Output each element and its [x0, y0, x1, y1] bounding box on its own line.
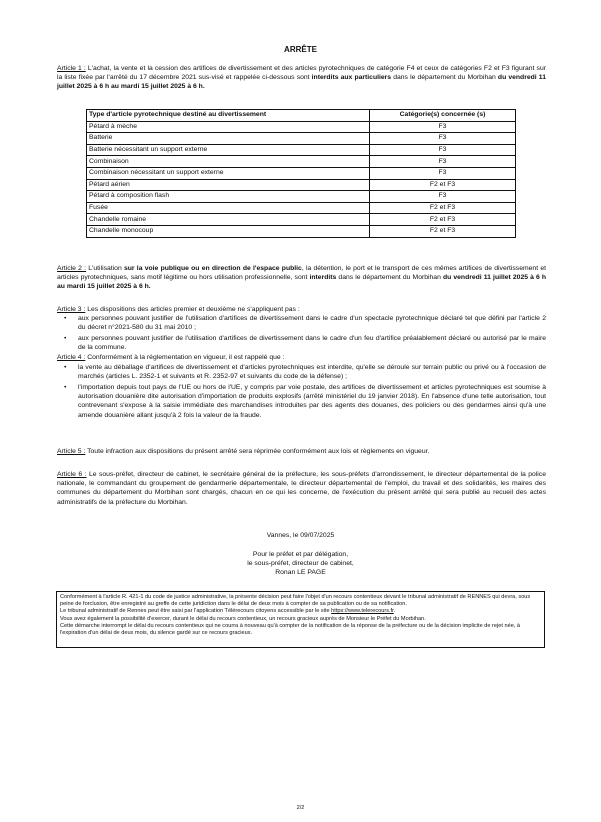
cell-category: F2 et F3 [370, 202, 516, 214]
pyrotechnic-table [86, 109, 516, 238]
bullet-text: aux personnes pouvant justifier de l'utilisation d'artifices de divertissement dans le cadre d'un spectacle pyrotechnique déclaré tel que défini par l'article 2 du décret n°2021-580 du 31 mai 2010 ; [78, 315, 546, 332]
article-4-bullet [64, 363, 546, 381]
article-2-text-b: , la détention, le port et le transport de ces mêmes artifices de divertissement et articles pyrotechniques, sans motif légitime ou hors utilisation professionnelle, sont [57, 265, 546, 282]
cell-type: Pétard à composition flash [87, 191, 370, 203]
notice-paragraph [60, 608, 541, 615]
cell-type: Fusée [87, 202, 370, 214]
article-1-text-b: dans le département du Morbihan [391, 74, 498, 82]
article-3-bullet [64, 314, 546, 332]
article-3 [57, 305, 546, 314]
article-4-bullet [64, 383, 546, 420]
cell-category: F3 [370, 133, 516, 145]
notice-paragraph: Vous avez également la possibilité d'exercer, durant le délai du recours contentieux, un recours gracieux auprès de Monsieur le Préfet du Morbihan. [60, 615, 426, 622]
bullet-icon: • [64, 364, 67, 371]
table-row [87, 214, 516, 226]
article-3-bullet [64, 334, 546, 352]
bullet-icon: • [64, 384, 67, 391]
bullet-text: l'importation depuis tout pays de l'UE ou hors de l'UE, y compris par voie postale, des artifices de divertissement et articles pyrotechniques est soumise à autorisation douanière dite autorisation d'importation de produits explosifs (arrêté ministériel du 19 janvier 2018). En l'absence d'une telle autorisation, tout contrevenant s'expose à la saisie immédiate des marchandises introduites par des agents des douanes, des policiers ou des gendarmes ainsi qu'à une amende douanière allant jusqu'à 2 fois la valeur de la fraude. [78, 384, 546, 419]
article-2-label: Article 2 : [57, 265, 87, 272]
appeal-notice-box [56, 591, 545, 648]
bullet-text: la vente au déballage d'artifices de divertissement et d'articles pyrotechniques est interdite, qu'elle se déroule sur terrain public ou privé ou à l'occasion de marchés (articles L. 2352-1 et suivants et R. 2352-97 et suivants du code de la défense) ; [78, 364, 546, 381]
notice-text: Le tribunal administratif de Rennes peut être saisi par l'application Télérecours citoyens accessible par le site [60, 608, 332, 615]
signatory-name: Ronan LE PAGE [275, 569, 326, 576]
cell-type: Batterie [87, 133, 370, 145]
column-header-category: Catégorie(s) concernée (s) [370, 110, 516, 122]
signature-line-1: Pour le préfet et par délégation, [252, 551, 349, 558]
cell-type: Combinaison nécessitant un support externe [87, 167, 370, 179]
article-1-dates: du vendredi 11 juillet 2025 à 6 h au mardi 15 juillet 2025 à 6 h. [57, 74, 546, 91]
page-title: ARRÊTE [284, 45, 317, 54]
table-row [87, 167, 516, 179]
table-header-row [87, 110, 516, 122]
article-2-bold-b: interdits [309, 274, 337, 282]
article-2-text: L'utilisation [86, 265, 124, 272]
bullet-icon: • [64, 335, 67, 342]
notice-text-end: . [393, 608, 396, 615]
article-1 [57, 64, 546, 92]
article-2 [57, 264, 546, 292]
article-6-label: Article 6 : [57, 471, 87, 478]
article-2-dates: du vendredi 11 juillet 2025 à 6 h au mardi 15 juillet 2025 à 6 h. [57, 274, 546, 291]
table-row [87, 144, 516, 156]
table-row [87, 133, 516, 145]
article-1-bold: interdits aux particuliers [311, 74, 392, 82]
bullet-text: aux personnes pouvant justifier de l'utilisation d'artifices de divertissement dans le cadre d'un feu d'artifice préalablement déclaré ou autorisé par le maire de la commune. [78, 335, 546, 352]
article-5-label: Article 5 : [57, 448, 86, 455]
article-4-intro: Conformément à la réglementation en vigueur, il est rappelé que : [85, 354, 285, 361]
article-6-text: Le sous-préfet, directeur de cabinet, le secrétaire général de la préfecture, les sous-préfets d'arrondissement, le directeur départemental de la police nationale, le commandant du groupement de gendarmerie départementale, le directeur départemental de l'emploi, du travail et des solidarités, les maires des communes du département du Morbihan sont chargés, chacun en ce qui les concerne, de l'exécution du présent arrêté qui sera publié au recueil des actes administratifs de la préfecture du Morbihan. [57, 471, 546, 506]
article-4-label: Article 4 : [57, 354, 86, 361]
article-5-text: Toute infraction aux dispositions du présent arrêté sera réprimée conformément aux lois et règlements en vigueur. [85, 448, 430, 455]
table-row [87, 179, 516, 191]
cell-type: Batterie nécessitant un support externe [87, 144, 370, 156]
cell-category: F3 [370, 191, 516, 203]
cell-type: Chandelle monocoup [87, 225, 370, 237]
notice-paragraph: Cette démarche interrompt le délai du recours contentieux qui ne courra à nouveau qu'à compter de la notification de la réponse de la préfecture ou de la décision implicite de rejet née, à l'expiration d'un délai de deux mois, du silence gardé sur ce recours gracieux. [60, 622, 521, 637]
article-3-intro: Les dispositions des articles premier et deuxième ne s'appliquent pas : [85, 306, 300, 313]
table-row [87, 191, 516, 203]
cell-category: F2 et F3 [370, 179, 516, 191]
cell-category: F3 [370, 156, 516, 168]
notice-paragraph: Conformément à l'article R. 421-1 du code de justice administrative, la présente décision peut faire l'objet d'un recours contentieux devant le tribunal administratif de RENNES qui devra, sous peine de forclusion, être enregistré au greffe de cette juridiction dans le délai de deux mois à compter de sa publication ou de sa notification. [60, 594, 531, 608]
article-3-label: Article 3 : [57, 306, 86, 313]
article-2-bold: sur la voie publique ou en direction de l'espace public [123, 265, 302, 272]
cell-category: F2 et F3 [370, 225, 516, 237]
article-6 [57, 470, 546, 507]
page-number: 2/2 [296, 805, 305, 811]
signature-place-date: Vannes, le 09/07/2025 [266, 532, 335, 539]
table-row [87, 202, 516, 214]
cell-category: F3 [370, 144, 516, 156]
telerecours-link[interactable]: https://www.telerecours.fr [331, 608, 394, 615]
column-header-type: Type d'article pyrotechnique destiné au divertissement [87, 110, 370, 122]
table-row [87, 156, 516, 168]
article-5 [57, 447, 546, 456]
signature-line-2: le sous-préfet, directeur de cabinet, [247, 560, 354, 567]
cell-type: Pétard à mèche [87, 121, 370, 133]
article-4 [57, 353, 546, 362]
article-2-text-c: dans le département du Morbihan [336, 274, 443, 282]
bullet-icon: • [64, 315, 67, 322]
cell-category: F3 [370, 121, 516, 133]
cell-category: F3 [370, 167, 516, 179]
cell-type: Combinaison [87, 156, 370, 168]
cell-category: F2 et F3 [370, 214, 516, 226]
cell-type: Pétard aérien [87, 179, 370, 191]
article-1-label: Article 1 : [57, 65, 86, 72]
table-row [87, 121, 516, 133]
cell-type: Chandelle romaine [87, 214, 370, 226]
article-1-text: L'achat, la vente et la cession des artifices de divertissement et des articles pyrotechniques de catégorie F4 et ceux de catégories F2 et F3 figurant sur la liste fixée par l'arrêté du 17 décembre 2021 sus-visé et rappelée ci-dessous sont [57, 65, 546, 82]
table-row [87, 225, 516, 237]
